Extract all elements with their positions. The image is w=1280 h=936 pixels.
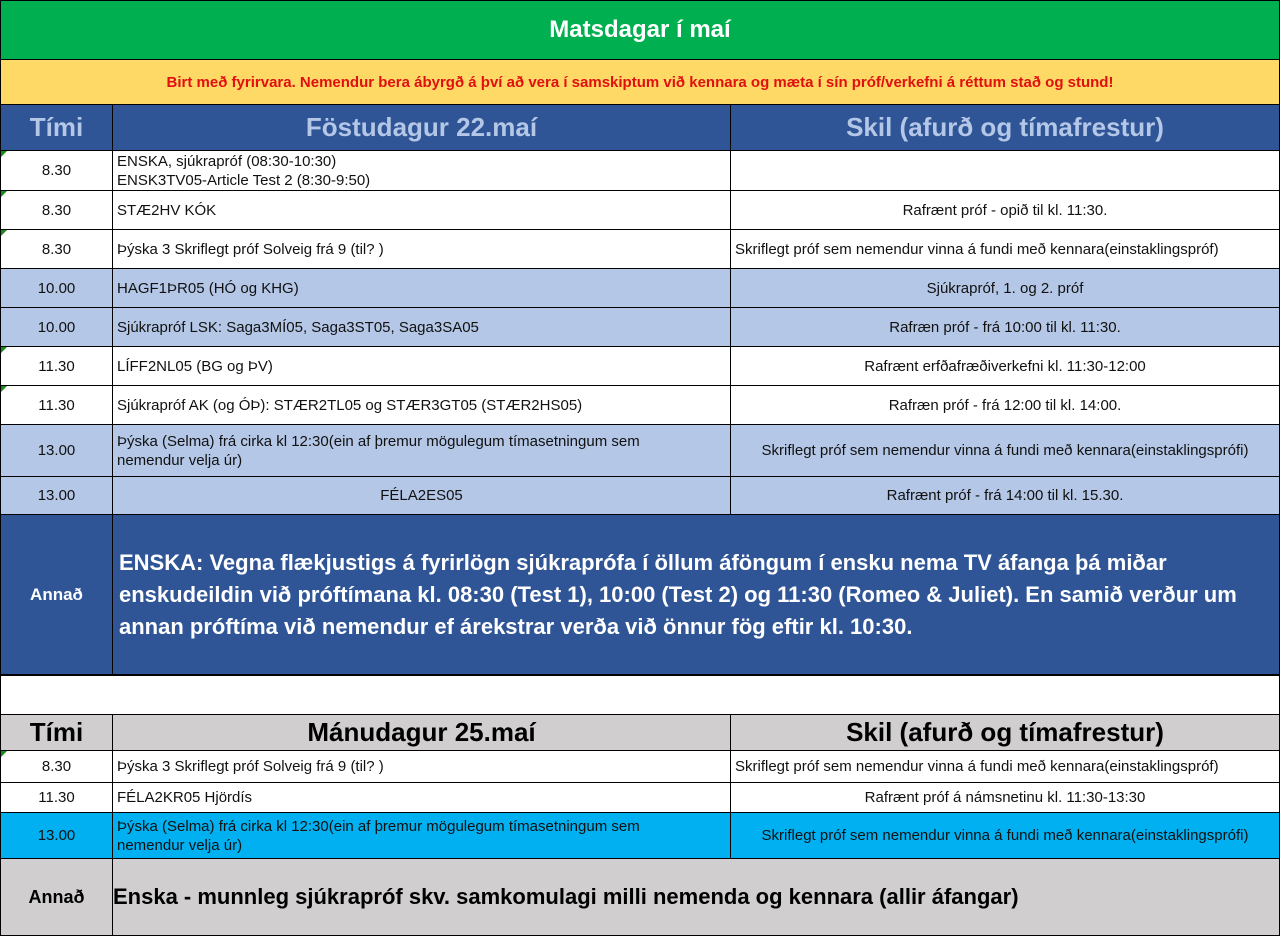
skil-cell: Rafrænt próf - opið til kl. 11:30. [731, 191, 1280, 230]
skil-cell [731, 151, 1280, 191]
table-row [0, 347, 1280, 386]
table-row [0, 151, 1280, 191]
time-cell: 8.30 [0, 751, 113, 783]
time-cell: 8.30 [0, 151, 113, 191]
subject-cell [113, 425, 731, 477]
skil-cell: Rafræn próf - frá 12:00 til kl. 14:00. [731, 386, 1280, 425]
page-title: Matsdagar í maí [0, 0, 1280, 60]
subject-cell: FÉLA2ES05 [113, 477, 731, 515]
day2-other-row [0, 859, 1280, 936]
subject-cell: FÉLA2KR05 Hjördís [113, 783, 731, 813]
skil-cell: Rafrænt próf á námsnetinu kl. 11:30-13:30 [731, 783, 1280, 813]
table-row [0, 308, 1280, 347]
other-note-cell [113, 515, 1280, 676]
skil-cell: Sjúkrapróf, 1. og 2. próf [731, 269, 1280, 308]
time-cell: 11.30 [0, 347, 113, 386]
subject-cell: Þýska 3 Skriflegt próf Solveig frá 9 (til? ) [113, 230, 731, 269]
table-row [0, 751, 1280, 783]
table-row [0, 783, 1280, 813]
time-cell: 8.30 [0, 230, 113, 269]
subject-line: nemendur velja úr) [117, 451, 243, 469]
subject-cell: Sjúkrapróf LSK: Saga3MÍ05, Saga3ST05, Saga3SA05 [113, 308, 731, 347]
subject-cell [113, 151, 731, 191]
header-day2-date: Mánudagur 25.maí [113, 715, 731, 751]
day1-other-row [0, 515, 1280, 676]
skil-cell: Skriflegt próf sem nemendur vinna á fundi með kennara(einstaklingsprófi) [731, 813, 1280, 859]
skil-cell: Rafrænt próf - frá 14:00 til kl. 15.30. [731, 477, 1280, 515]
table-row [0, 191, 1280, 230]
other-label-cell [0, 859, 113, 936]
table-row [0, 813, 1280, 859]
time-cell: 10.00 [0, 308, 113, 347]
skil-cell: Skriflegt próf sem nemendur vinna á fundi með kennara(einstaklingspróf) [731, 751, 1280, 783]
other-note: Enska - munnleg sjúkrapróf skv. samkomulagi milli nemenda og kennara (allir áfangar) [113, 884, 1019, 909]
subject-cell: Þýska 3 Skriflegt próf Solveig frá 9 (til? ) [113, 751, 731, 783]
skil-cell: Skriflegt próf sem nemendur vinna á fundi með kennara(einstaklingspróf) [731, 230, 1280, 269]
subject-cell: STÆ2HV KÓK [113, 191, 731, 230]
other-label-cell [0, 515, 113, 676]
subject-cell: Sjúkrapróf AK (og ÓÞ): STÆR2TL05 og STÆR3GT05 (STÆR2HS05) [113, 386, 731, 425]
skil-cell: Skriflegt próf sem nemendur vinna á fundi með kennara(einstaklingsprófi) [731, 425, 1280, 477]
header-day1-date: Föstudagur 22.maí [113, 105, 731, 151]
subject-cell: HAGF1ÞR05 (HÓ og KHG) [113, 269, 731, 308]
title-row [0, 0, 1280, 60]
day2-header-row [0, 715, 1280, 751]
subject-line: ENSK3TV05-Article Test 2 (8:30-9:50) [117, 171, 371, 189]
subject-line: nemendur velja úr) [117, 836, 243, 854]
subject-line: Þýska (Selma) frá cirka kl 12:30(ein af þremur mögulegum tímasetningum sem [117, 817, 640, 835]
table-row [0, 230, 1280, 269]
subject-line: Þýska (Selma) frá cirka kl 12:30(ein af þremur mögulegum tímasetningum sem [117, 432, 640, 450]
time-cell: 8.30 [0, 191, 113, 230]
time-cell: 11.30 [0, 783, 113, 813]
header-skil: Skil (afurð og tímafrestur) [731, 105, 1280, 151]
other-label: Annað [30, 584, 83, 604]
other-note-cell [113, 859, 1280, 936]
skil-cell: Rafrænt erfðafræðiverkefni kl. 11:30-12:00 [731, 347, 1280, 386]
header-time: Tími [0, 105, 113, 151]
table-row [0, 269, 1280, 308]
table-row [0, 477, 1280, 515]
time-cell: 13.00 [0, 477, 113, 515]
table-row [0, 425, 1280, 477]
spacer-row [0, 676, 1280, 715]
table-row [0, 386, 1280, 425]
time-cell: 10.00 [0, 269, 113, 308]
time-cell: 11.30 [0, 386, 113, 425]
header-skil: Skil (afurð og tímafrestur) [731, 715, 1280, 751]
header-time: Tími [0, 715, 113, 751]
empty-row [0, 676, 1280, 715]
subject-cell [113, 813, 731, 859]
notice-row [0, 60, 1280, 105]
skil-cell: Rafræn próf - frá 10:00 til kl. 11:30. [731, 308, 1280, 347]
subject-line: ENSKA, sjúkrapróf (08:30-10:30) [117, 152, 337, 170]
time-cell: 13.00 [0, 425, 113, 477]
time-cell: 13.00 [0, 813, 113, 859]
other-label: Annað [28, 886, 85, 907]
other-note: ENSKA: Vegna flækjustigs á fyrirlögn sjúkraprófa í öllum áföngum í ensku nema TV áfanga þá miðar enskudeildin við próftímana kl. 08:30 (Test 1), 10:00 (Test 2) og 11:30 (Romeo & Juliet). En samið verður um annan próftíma við nemendur ef árekstrar verða við önnur fög eftir kl. 10:30. [119, 549, 1237, 639]
day1-header-row [0, 105, 1280, 151]
disclaimer-notice: Birt með fyrirvara. Nemendur bera ábyrgð á því að vera í samskiptum við kennara og mæta í sín próf/verkefni á réttum stað og stund! [0, 60, 1280, 105]
subject-cell: LÍFF2NL05 (BG og ÞV) [113, 347, 731, 386]
